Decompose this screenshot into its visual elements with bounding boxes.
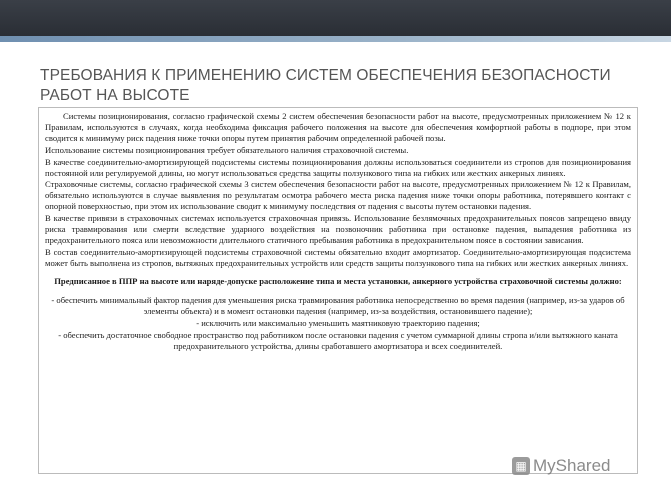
- watermark-text: MyShared: [533, 456, 611, 475]
- bullet-pendulum: - исключить или максимально уменьшить маятниковую траекторию падения;: [196, 318, 480, 328]
- watermark: [512, 453, 652, 479]
- slides-icon: ▦: [512, 457, 530, 475]
- slide-title: [40, 66, 650, 106]
- title-line-1: ТРЕБОВАНИЯ К ПРИМЕНЕНИЮ СИСТЕМ ОБЕСПЕЧЕНИЯ БЕЗОПАСНОСТИ: [40, 67, 611, 84]
- bullet-fall-factor: - обеспечить минимальный фактор падения для уменьшения риска травмирования работника непосредственно во время падения (например, из-за ударов об элементы объекта) и в момент остановки падения (например, из-за воздействия, остановившего падение);: [51, 295, 625, 317]
- paragraph-requirement: Использование системы позиционирования требует обязательного наличия страховочной системы.: [45, 144, 409, 155]
- paragraph-absorber: В состав соединительно-амортизирующей подсистемы страховочной системы обязательно входит амортизатор. Соединительно-амортизирующая подсистема может быть выполнена из стропов, вытяжных предохранительных устройств или средств защиты ползункового типа на гибких или жестких анкерных линиях.: [45, 246, 631, 268]
- bullet-clearance: - обеспечить достаточное свободное пространство под работником после остановки падения с учетом суммарной длины стропа и/или вытяжного каната предохранительного устройства, длины сработавшего амортизатора и всех соединителей.: [58, 329, 618, 351]
- header-bar: [0, 0, 671, 36]
- paragraph-safety-systems: Страховочные системы, согласно графической схемы 3 систем обеспечения безопасности работ на высоте, предусмотренных приложением № 12 к Правилам, обязательно используются в случае выявления по результатам осмотра рабочего места риска падения ниже точки опоры работника, потерявшего контакт с опорной поверхностью, при этом их использование сводит к минимуму последствия от падения с высоты путем остановки падения.: [45, 179, 631, 212]
- content-text: [39, 108, 637, 352]
- paragraph-harness: В качестве привязи в страховочных системах используется страховочная привязь. Использование безлямочных предохранительных поясов запрещено ввиду риска травмирования или смерти вследствие ударного воздействия на позвоночник работника при остановке падения, выпадения работника из предохранительного пояса или невозможности длительного статичного пребывания работника в предохранительном поясе в состоянии зависания.: [45, 213, 631, 245]
- accent-line: [0, 36, 671, 42]
- title-line-2: РАБОТ НА ВЫСОТЕ: [40, 87, 190, 104]
- paragraph-positioning: Системы позиционирования, согласно графической схемы 2 систем обеспечения безопасности работ на высоте, предусмотренных приложением № 12 к Правилам, используются в случаях, когда необходима фиксация рабочего положения на высоте для обеспечения комфортной работы в подпоре, при этом сводится к минимуму риск падения ниже точки опоры путем принятия рабочим определенной рабочей позы.: [45, 111, 631, 143]
- paragraph-connector: В качестве соединительно-амортизирующей подсистемы системы позиционирования должны использоваться соединители из стропов для позиционирования постоянной или регулируемой длины, но могут использоваться средства защиты ползункового типа на гибких или жестких анкерных линиях.: [45, 156, 631, 178]
- notice-heading: Предписанное в ППР на высоте или наряде-допуске расположение типа и места установки, анкерного устройства страховочной системы должно:: [54, 275, 622, 286]
- content-box: [38, 107, 638, 474]
